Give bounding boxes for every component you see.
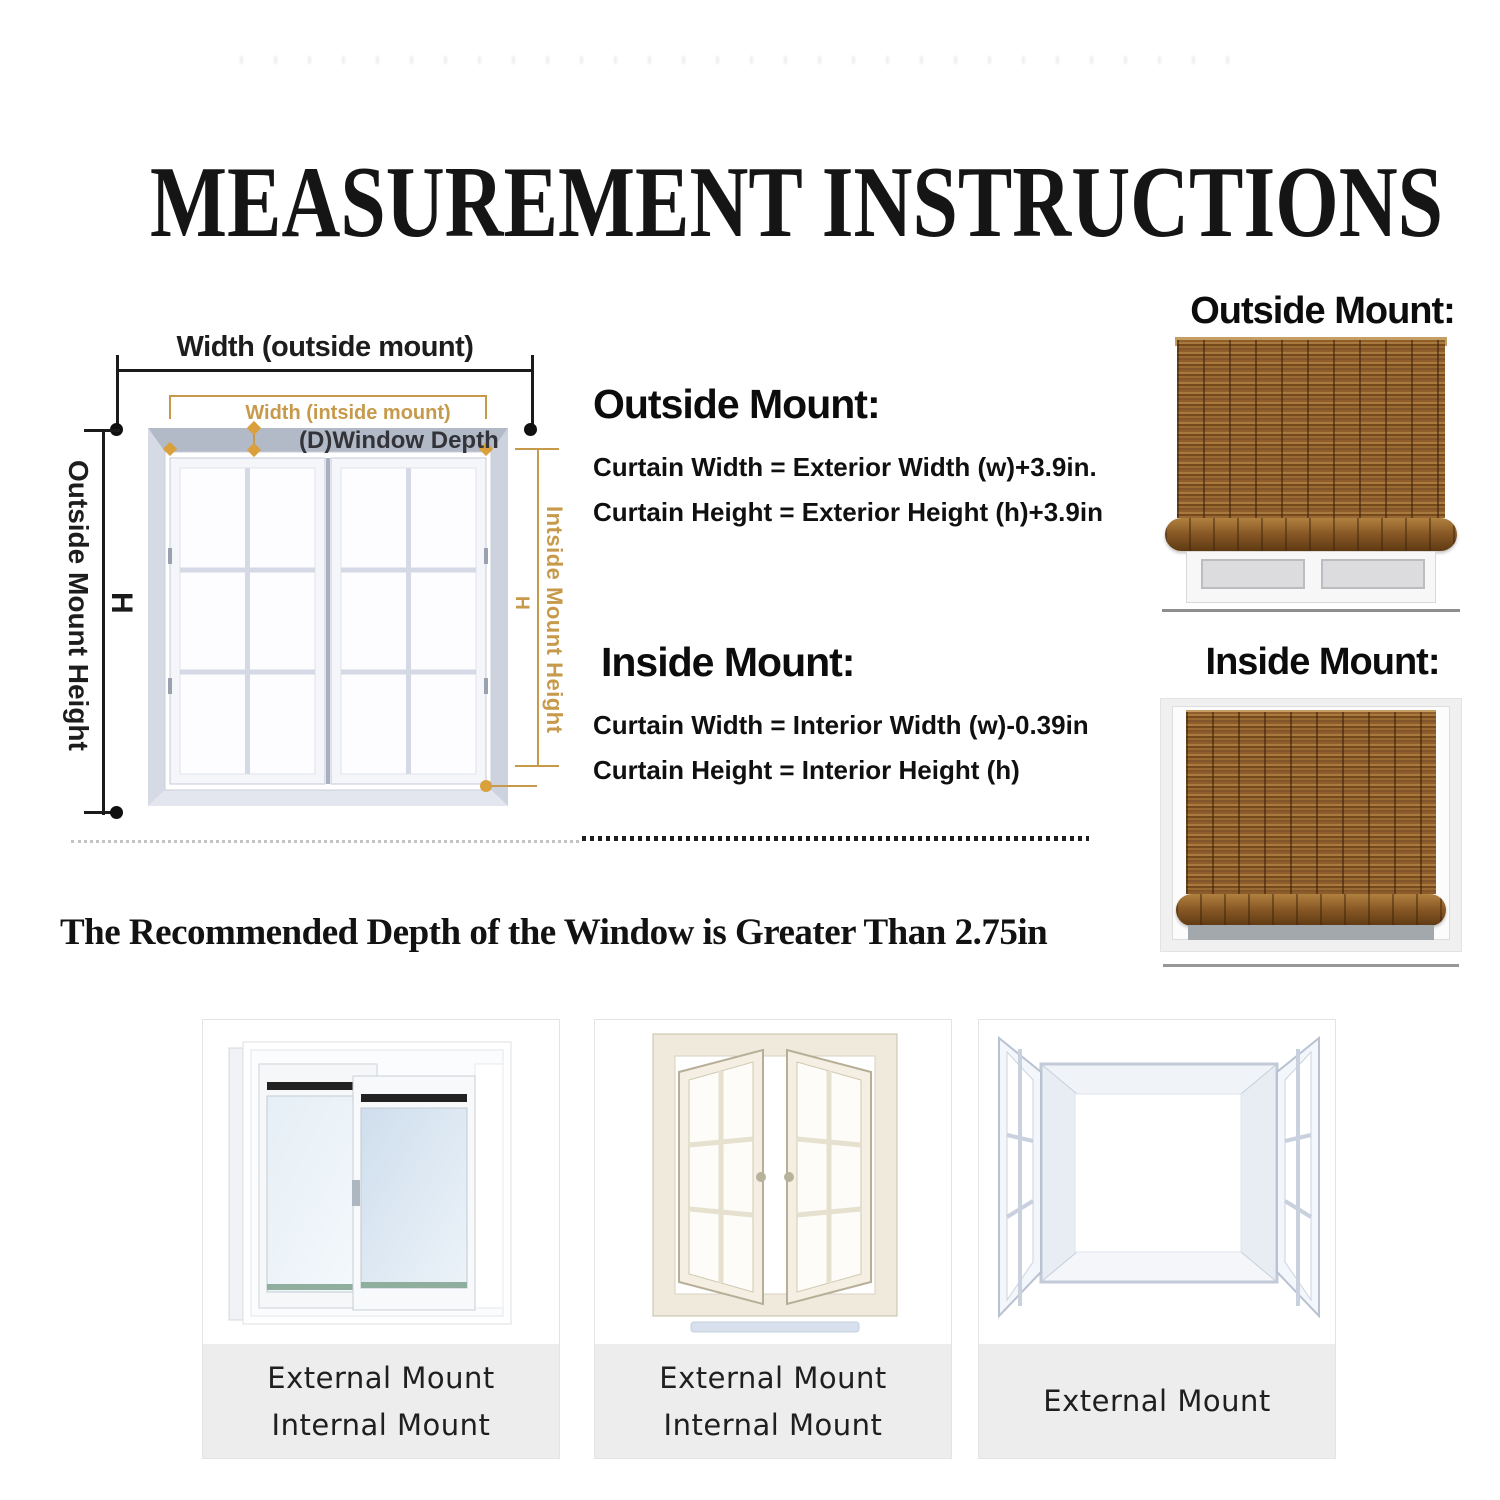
mount-card-caption [979, 1344, 1335, 1458]
outside-width-dimension-line [117, 369, 533, 372]
caption-internal-mount: Internal Mount [663, 1407, 883, 1442]
dotted-separator-light [71, 840, 579, 843]
outside-width-formula: Curtain Width = Exterior Width (w)+3.9in. [593, 452, 1097, 482]
dotted-separator-dark [582, 836, 1089, 841]
blind-bottom-roll [1176, 894, 1446, 926]
dimension-cap [84, 429, 120, 432]
left-open-sash [679, 1050, 766, 1304]
sliding-window-illustration [203, 1020, 561, 1346]
sliding-panel [352, 1076, 475, 1310]
cropped-text-artifact [240, 56, 1250, 64]
window-glass-pane [1321, 559, 1425, 589]
outside-mount-photo-label: Outside Mount: [1190, 290, 1455, 332]
mount-card-outward-casement [978, 1019, 1336, 1459]
mount-card-caption [203, 1344, 559, 1458]
inside-mount-height-label: Intside Mount Height [542, 506, 567, 734]
inward-casement-illustration [595, 1020, 953, 1346]
window-glass-pane [1201, 559, 1305, 589]
left-open-sash [999, 1038, 1041, 1316]
caption-external-mount: External Mount [267, 1360, 495, 1395]
caption-external-mount: External Mount [659, 1360, 887, 1395]
outside-mount-blind-photo [1160, 333, 1462, 615]
outside-mount-heading: Outside Mount: [593, 381, 880, 427]
mount-card-sliding-window [202, 1019, 560, 1459]
outward-casement-illustration [979, 1020, 1337, 1346]
dimension-drop-line [531, 371, 534, 427]
right-open-sash [784, 1050, 871, 1304]
dimension-tick [485, 395, 487, 419]
recommended-depth-note: The Recommended Depth of the Window is Greater Than 2.75in [60, 912, 1048, 953]
sill-edge-line [1163, 964, 1459, 967]
width-outside-mount-label: Width (outside mount) [176, 331, 474, 363]
dimension-cap [515, 765, 559, 767]
width-inside-mount-label: Width (intside mount) [245, 402, 451, 424]
dimension-cap [515, 448, 559, 450]
dimension-dot [480, 780, 492, 792]
dimension-leader-line [492, 785, 537, 787]
dimension-dot [524, 423, 537, 436]
outward-casement-window-image [979, 1020, 1335, 1346]
dimension-drop-line [116, 371, 119, 427]
mount-card-inward-casement [594, 1019, 952, 1459]
diagram-left-sash [168, 458, 325, 784]
caption-internal-mount: Internal Mount [271, 1407, 491, 1442]
inside-width-formula: Curtain Width = Interior Width (w)-0.39in [593, 710, 1089, 740]
bamboo-blind-panel [1177, 340, 1445, 518]
inside-mount-heading: Inside Mount: [601, 639, 855, 685]
outside-height-formula: Curtain Height = Exterior Height (h)+3.9in [593, 497, 1103, 527]
outside-height-dimension-line [102, 431, 105, 815]
inside-width-dimension-line [170, 395, 487, 397]
inside-height-formula: Curtain Height = Interior Height (h) [593, 755, 1020, 785]
dimension-dot [110, 806, 123, 819]
window-sill-bar [1188, 925, 1434, 940]
caption-external-mount: External Mount [1043, 1384, 1271, 1418]
sill-edge-line [1162, 609, 1460, 612]
diagram-right-sash [331, 458, 488, 784]
outside-mount-height-label: Outside Mount Height [63, 460, 94, 751]
sliding-window-image [203, 1020, 559, 1346]
mount-card-caption [595, 1344, 951, 1458]
page-title: MEASUREMENT INSTRUCTIONS [150, 146, 1444, 260]
inward-casement-window-image [595, 1020, 951, 1346]
height-abbreviation-outside: H [105, 592, 138, 614]
height-abbreviation-inside: H [511, 596, 532, 610]
right-open-sash [1277, 1038, 1319, 1316]
blind-bottom-roll [1165, 518, 1457, 551]
inside-height-dimension-line [537, 450, 539, 767]
dimension-tick [169, 395, 171, 419]
diagram-window-illustration [148, 428, 508, 806]
inside-mount-blind-photo [1160, 698, 1462, 970]
bamboo-blind-panel [1186, 712, 1436, 894]
window-below-blind [1186, 551, 1436, 603]
window-depth-label: (D)Window Depth [299, 427, 499, 454]
inside-mount-photo-label: Inside Mount: [1205, 641, 1440, 683]
